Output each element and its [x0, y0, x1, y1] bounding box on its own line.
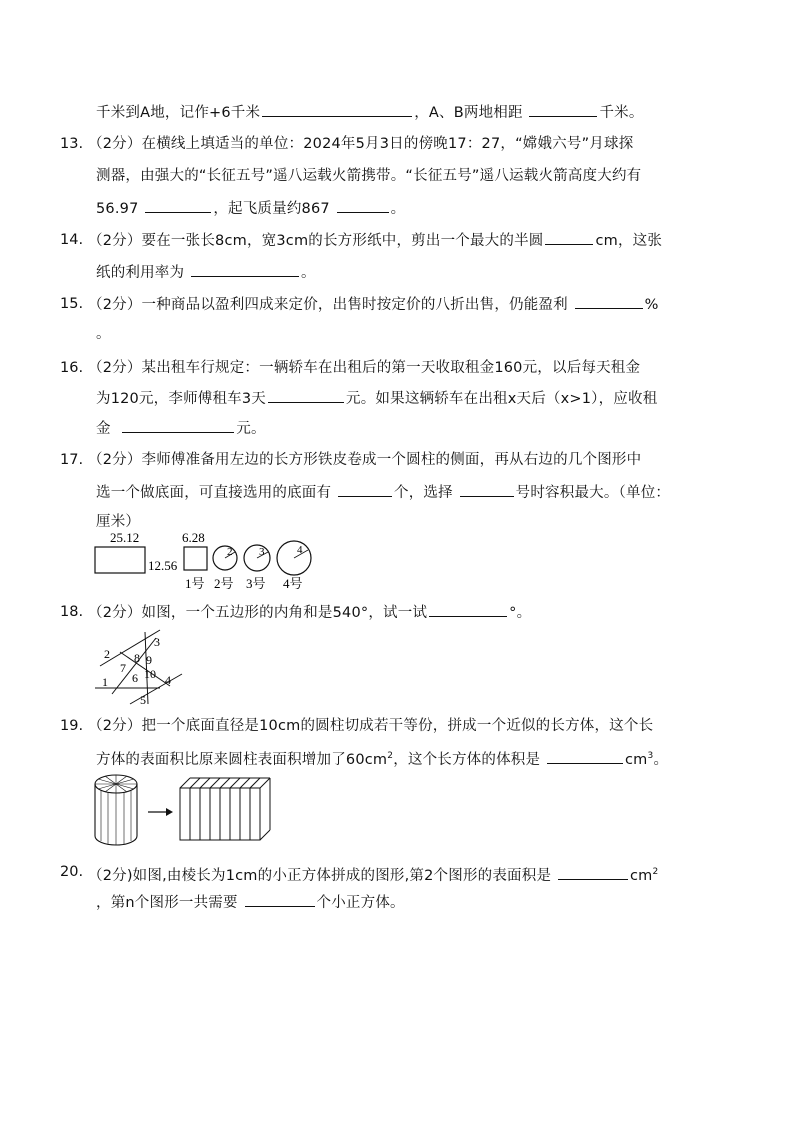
angle-label-8: 8 — [134, 651, 140, 665]
q16-text-d: 元。 — [236, 421, 266, 437]
q17-line-1: （2分）李师傅准备用左边的长方形铁皮卷成一个圆柱的侧面，再从右边的几个图形中 — [88, 452, 642, 468]
q15-text-b: % — [644, 297, 659, 313]
radius-label-4: 4 — [297, 544, 303, 556]
q13-text-a: 56.97 — [96, 201, 139, 217]
q18-number: 18. — [60, 604, 84, 620]
cylinder-figure — [95, 775, 137, 845]
square-top-label: 6.28 — [182, 530, 205, 545]
q15-line-2: 。 — [96, 326, 111, 342]
angle-label-6: 6 — [132, 671, 138, 685]
q16-number: 16. — [60, 360, 84, 376]
q16-text-b: 元。如果这辆轿车在出租x天后（x>1），应收租 — [346, 391, 658, 407]
q20-sup-1: 2 — [652, 867, 659, 877]
q14-text-a: （2分）要在一张长8cm，宽3cm的长方形纸中，剪出一个最大的半圆 — [88, 233, 544, 249]
q13-line-1: （2分）在横线上填适当的单位：2024年5月3日的傍晚17：27，“嫦娥六号”月球探 — [88, 136, 634, 152]
cuboid-figure — [180, 778, 270, 840]
q18-text-b: °。 — [509, 605, 532, 621]
q13-text-b: ，起飞质量约867 — [213, 201, 330, 217]
q13-number: 13. — [60, 136, 84, 152]
q18-blank-1[interactable] — [429, 602, 507, 617]
radius-label-2: 2 — [227, 546, 233, 558]
angle-label-3: 3 — [154, 635, 160, 649]
q17-blank-1[interactable] — [338, 482, 392, 497]
q15-line-1 — [88, 294, 659, 315]
q14-text-c: 纸的利用率为 — [96, 265, 185, 281]
q19-sup-2: 3 — [647, 751, 654, 761]
q14-number: 14. — [60, 232, 84, 248]
label-3hao: 3号 — [246, 576, 266, 591]
q13-text-c: 。 — [390, 201, 406, 217]
q19-text-d: 。 — [653, 751, 669, 768]
q19-text-c: cm — [625, 751, 648, 768]
q16-blank-2[interactable] — [122, 418, 234, 433]
q19-text-b: ，这个长方体的体积是 — [393, 751, 541, 768]
q14-blank-1[interactable] — [545, 230, 593, 245]
q19-blank-1[interactable] — [547, 749, 623, 764]
angle-label-5: 5 — [140, 693, 146, 706]
q13-line-2: 测器，由强大的“长征五号”遥八运载火箭携带。“长征五号”遥八运载火箭高度大约有 — [96, 168, 642, 184]
q18-figure — [90, 628, 190, 706]
label-1hao: 1号 — [185, 576, 205, 591]
q12-blank-1[interactable] — [262, 102, 412, 117]
q20-text-c: ，第n个图形一共需要 — [96, 895, 238, 911]
q19-number: 19. — [60, 718, 84, 734]
q14-line-2 — [96, 262, 316, 283]
angle-label-2: 2 — [104, 647, 110, 661]
q16-line-3 — [96, 418, 266, 439]
q19-line-1: （2分）把一个底面直径是10cm的圆柱切成若干等份，拼成一个近似的长方体，这个长 — [88, 718, 654, 734]
q12-text-c: 千米。 — [599, 105, 644, 121]
q19-figure — [92, 772, 282, 848]
q20-blank-1[interactable] — [558, 865, 628, 880]
q20-line-2 — [96, 892, 405, 913]
q20-text-b: cm — [629, 867, 653, 884]
rect-side-label: 12.56 — [148, 558, 178, 573]
q13-blank-2[interactable] — [337, 198, 389, 213]
q14-text-d: 。 — [301, 265, 316, 281]
q12-line — [96, 102, 644, 123]
q20-number: 20. — [60, 864, 84, 880]
label-4hao: 4号 — [283, 576, 303, 591]
radius-label-3: 3 — [259, 546, 265, 558]
label-2hao: 2号 — [214, 576, 234, 591]
q20-text-a: （2分)如图,由棱长为1cm的小正方体拼成的图形,第2个图形的表面积是 — [88, 867, 552, 884]
q19-text-a: 方体的表面积比原来圆柱表面积增加了60cm — [96, 751, 388, 768]
q17-text-c: 号时容积最大。（单位： — [515, 485, 671, 501]
q19-sup-1: 2 — [387, 751, 394, 761]
q19-line-2 — [96, 746, 668, 770]
q13-line-3 — [96, 198, 405, 219]
q20-blank-2[interactable] — [245, 892, 315, 907]
angle-label-10: 10 — [144, 667, 156, 681]
q16-text-c: 金 — [96, 421, 111, 437]
q15-blank-1[interactable] — [575, 294, 643, 309]
square-base-1 — [184, 547, 207, 570]
q17-line-2 — [96, 482, 670, 503]
q12-text-a: 千米到A地，记作+6千米 — [96, 105, 261, 121]
q17-line-3: 厘米） — [96, 514, 141, 530]
q20-line-1 — [88, 862, 658, 886]
q14-blank-2[interactable] — [191, 262, 299, 277]
rectangle-sheet — [95, 547, 145, 573]
q12-text-b: ，A、B两地相距 — [414, 105, 523, 121]
q17-text-a: 选一个做底面，可直接选用的底面有 — [96, 485, 332, 501]
q14-text-b: cm，这张 — [595, 233, 663, 249]
q16-blank-1[interactable] — [268, 388, 344, 403]
q16-text-a: 为120元，李师傅租车3天 — [96, 391, 267, 407]
q16-line-2 — [96, 388, 657, 409]
q17-number: 17. — [60, 452, 84, 468]
q15-number: 15. — [60, 296, 84, 312]
rect-top-label: 25.12 — [110, 530, 140, 545]
q14-line-1 — [88, 230, 662, 251]
q17-text-b: 个，选择 — [394, 485, 453, 501]
q15-text-a: （2分）一种商品以盈利四成来定价，出售时按定价的八折出售，仍能盈利 — [88, 297, 568, 313]
arrow-icon — [148, 808, 173, 816]
q18-text-a: （2分）如图，一个五边形的内角和是540°，试一试 — [88, 605, 428, 621]
q20-text-d: 个小正方体。 — [316, 895, 405, 911]
angle-label-7: 7 — [120, 661, 126, 675]
q12-blank-2[interactable] — [529, 102, 597, 117]
q17-figure — [90, 530, 320, 594]
q17-blank-2[interactable] — [460, 482, 514, 497]
q13-blank-1[interactable] — [145, 198, 211, 213]
q18-line-1 — [88, 602, 531, 623]
angle-label-4: 4 — [165, 673, 171, 687]
angle-label-1: 1 — [102, 675, 108, 689]
q16-line-1: （2分）某出租车行规定：一辆轿车在出租后的第一天收取租金160元，以后每天租金 — [88, 360, 641, 376]
angle-label-9: 9 — [146, 653, 152, 667]
